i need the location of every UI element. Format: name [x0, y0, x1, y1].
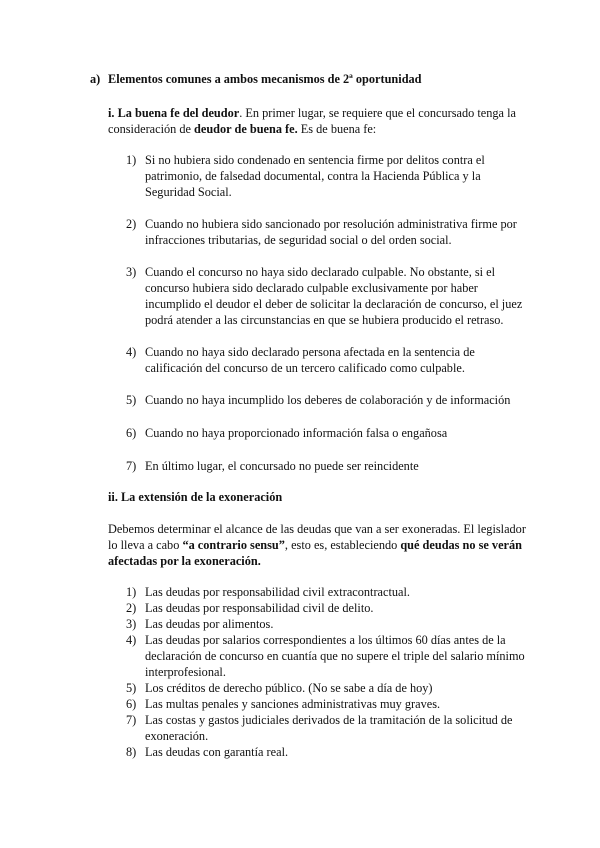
subsection-title-extension: ii. La extensión de la exoneración [108, 490, 283, 504]
list-item [126, 216, 526, 248]
extension-paragraph [108, 521, 526, 569]
list-item [126, 425, 526, 441]
item-text: Las deudas por responsabilidad civil extracontractual. [145, 585, 410, 599]
item-text: Cuando el concurso no haya sido declarado culpable. No obstante, si el concurso hubiera sido declarado culpable exclusivamente por haber incumplido el deudor el deber de solicitar la declaración de concurso, el juez podrá atender a las circunstancias en que se hubiera producido el retraso. [145, 265, 523, 327]
para-text: , esto es, estableciendo [284, 538, 401, 552]
intro-bold: deudor de buena fe. [194, 122, 298, 136]
list-item [126, 152, 526, 200]
item-number: 6) [126, 697, 137, 711]
heading-text: Elementos comunes a ambos mecanismos de 2ª oportunidad [108, 72, 422, 86]
excluded-debts-list [126, 584, 526, 760]
list-item [126, 600, 526, 616]
item-number: 7) [126, 459, 137, 473]
item-number: 1) [126, 153, 137, 167]
item-text: Las deudas con garantía real. [145, 745, 289, 759]
heading-marker: a) [90, 72, 101, 86]
item-number: 5) [126, 393, 137, 407]
para-bold: qué deudas no se verán afectadas por la exoneración. [108, 538, 522, 568]
item-text: Si no hubiera sido condenado en sentencia firme por delitos contra el patrimonio, de falsedad documental, contra la Hacienda Pública y la Seguridad Social. [145, 153, 485, 199]
item-number: 2) [126, 601, 137, 615]
list-item [126, 264, 526, 328]
para-text: Debemos determinar el alcance de las deudas que van a ser exoneradas. El legislador lo lleva a cabo [108, 522, 526, 552]
buena-fe-list [126, 152, 526, 491]
item-text: Cuando no haya incumplido los deberes de colaboración y de información [145, 393, 511, 407]
list-item [126, 744, 526, 760]
item-text: Cuando no haya sido declarado persona afectada en la sentencia de calificación del concurso de un tercero calificado como culpable. [145, 345, 475, 375]
item-number: 4) [126, 633, 137, 647]
list-item [126, 680, 526, 696]
intro-text-end: Es de buena fe: [297, 122, 377, 136]
item-number: 4) [126, 345, 137, 359]
item-text: Las deudas por salarios correspondientes a los últimos 60 días antes de la declaración de concurso en cuantía que no supere el triple del salario mínimo interprofesional. [145, 633, 525, 679]
item-number: 1) [126, 585, 137, 599]
para-bold: “a contrario sensu” [182, 538, 285, 552]
item-text: Cuando no haya proporcionado información falsa o engañosa [145, 426, 448, 440]
item-text: Cuando no hubiera sido sancionado por resolución administrativa firme por infracciones tributarias, de seguridad social o del orden social. [145, 217, 517, 247]
item-text: Las deudas por alimentos. [145, 617, 274, 631]
item-number: 6) [126, 426, 137, 440]
item-number: 8) [126, 745, 137, 759]
subsection-title-buena-fe: i. La buena fe del deudor [108, 106, 240, 120]
item-text: En último lugar, el concursado no puede ser reincidente [145, 459, 419, 473]
list-item [126, 392, 526, 408]
list-item [126, 712, 526, 744]
section-heading [90, 71, 422, 87]
item-text: Los créditos de derecho público. (No se sabe a día de hoy) [145, 681, 433, 695]
list-item [126, 458, 526, 474]
list-item [126, 616, 526, 632]
list-item [126, 632, 526, 680]
list-item [126, 344, 526, 376]
intro-text: . En primer lugar, se requiere que el concursado tenga la consideración de [108, 106, 516, 136]
item-number: 3) [126, 265, 137, 279]
buena-fe-intro [108, 105, 526, 137]
item-number: 3) [126, 617, 137, 631]
item-number: 5) [126, 681, 137, 695]
item-number: 7) [126, 713, 137, 727]
list-item [126, 696, 526, 712]
item-text: Las deudas por responsabilidad civil de delito. [145, 601, 374, 615]
item-text: Las multas penales y sanciones administrativas muy graves. [145, 697, 441, 711]
item-text: Las costas y gastos judiciales derivados de la tramitación de la solicitud de exoneración. [145, 713, 513, 743]
item-number: 2) [126, 217, 137, 231]
list-item [126, 584, 526, 600]
